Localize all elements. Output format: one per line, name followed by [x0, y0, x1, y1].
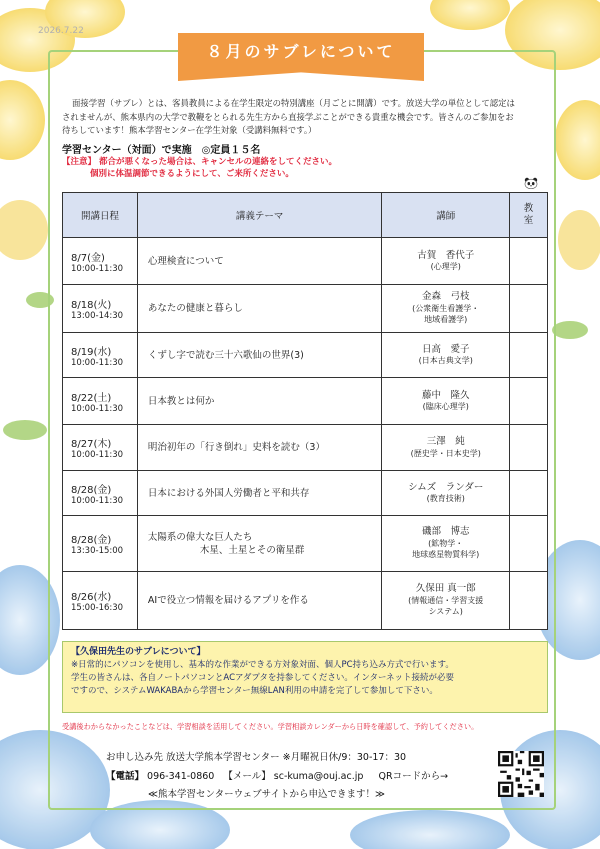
row-theme-sub: 木星、土星とその衛星群: [199, 544, 305, 556]
table-row: [63, 333, 548, 378]
row-day: 8/18(火): [71, 300, 112, 311]
caution-note: [62, 156, 337, 180]
row-time: 10:00-11:30: [71, 357, 124, 368]
intro-text: [62, 97, 552, 138]
qr-pointer: QRコードから→: [378, 771, 449, 782]
phone-label: 【電話】: [106, 771, 145, 782]
row-lecturer-name: 久保田 真一郎: [415, 583, 476, 595]
row-lecturer-field: (心理学): [430, 262, 461, 271]
row-lecturer-cell: [382, 516, 510, 572]
info-title: 【久保田先生のサブレについて】: [71, 647, 206, 657]
row-lecturer-name: 磯部 博志: [421, 526, 470, 538]
row-lecturer-name: シムズ ランダー: [408, 481, 484, 493]
row-room-cell: [510, 516, 548, 572]
row-theme: くずし字で読む三十六歌仙の世界(3): [147, 349, 304, 361]
row-date-cell: [63, 378, 138, 425]
table-header-row: [63, 193, 548, 238]
row-theme: 明治初年の「行き倒れ」史料を読む（3）: [147, 442, 325, 453]
row-date-cell: [63, 425, 138, 471]
row-theme: AIで役立つ情報を届けるアプリを作る: [147, 595, 309, 606]
consultation-note: 受講後わからなかったことなどは、学習相談を活用してください。学習相談カレンダーから日時を確認して、予約してください。: [62, 722, 479, 731]
row-lecturer-field: (教育技術): [426, 494, 465, 503]
row-lecturer-field: システム): [428, 607, 463, 617]
website-note: ≪熊本学習センターウェブサイトから申込できます！≫: [148, 789, 385, 800]
row-theme-cell: [137, 572, 381, 630]
header-room: [510, 193, 548, 238]
row-room-cell: [510, 471, 548, 516]
info-line: ですので、システムWAKABAから学習センター無線LAN利用の申請を完了して参加して下さい。: [71, 686, 438, 697]
row-day: 8/26(水): [71, 592, 112, 603]
date-stamp: 2026.7.22: [38, 26, 84, 36]
row-day: 8/19(水): [71, 346, 112, 358]
row-lecturer-cell: [382, 471, 510, 516]
row-theme: 日本教とは何か: [147, 395, 215, 407]
table-row: [63, 516, 548, 572]
row-theme-cell: [137, 425, 381, 471]
row-lecturer-field: (日本古典文学): [418, 356, 473, 365]
row-theme-cell: [137, 333, 381, 378]
row-time: 10:00-11:30: [71, 263, 124, 274]
row-day: 8/28(金): [71, 535, 112, 546]
qr-code-icon[interactable]: [498, 751, 544, 797]
row-lecturer-cell: [382, 378, 510, 425]
row-date-cell: [63, 238, 138, 285]
kubota-info-box: [62, 641, 548, 713]
row-lecturer-name: 古賀 香代子: [417, 249, 475, 261]
row-theme-cell: [137, 238, 381, 285]
row-day: 8/27(木): [71, 439, 112, 450]
caution-line: 【注意】 都合が悪くなった場合は、キャンセルの連絡をしてください。: [62, 157, 337, 167]
page-title: ８月のサブレについて: [206, 42, 396, 61]
header-date: 開講日程: [63, 193, 138, 238]
row-lecturer-name: 日高 愛子: [421, 343, 470, 355]
row-lecturer-field: 地域看護学): [424, 315, 468, 325]
info-line: ※日常的にパソコンを使用し、基本的な作業ができる方対象対面、個人PC持ち込み方式で行います。: [71, 660, 454, 670]
row-theme-cell: [137, 471, 381, 516]
row-time: 10:00-11:30: [71, 450, 124, 460]
contact-address: お申し込み先 放送大学熊本学習センター ※月曜祝日休/9：30-17：30: [106, 752, 407, 763]
schedule-table: [62, 192, 548, 630]
row-lecturer-field: (情報通信・学習支援: [408, 595, 484, 605]
header-lecturer: 講師: [382, 193, 510, 238]
row-theme-cell: [137, 516, 381, 572]
mail-label: 【メール】: [223, 771, 271, 782]
row-theme: あなたの健康と暮らし: [147, 303, 243, 314]
row-lecturer-cell: [382, 425, 510, 471]
row-lecturer-cell: [382, 285, 510, 333]
row-lecturer-cell: [382, 572, 510, 630]
row-room-cell: [510, 238, 548, 285]
row-lecturer-field: (臨床心理学): [422, 402, 469, 411]
row-lecturer-field: (公衆衛生看護学・: [412, 303, 480, 313]
row-time: 10:00-11:30: [71, 495, 124, 506]
row-theme: 心理検査について: [147, 255, 224, 267]
row-time: 13:30-15:00: [71, 546, 124, 556]
row-lecturer-field: (鉱物学・: [428, 538, 464, 548]
table-row: [63, 378, 548, 425]
row-date-cell: [63, 333, 138, 378]
row-lecturer-name: 三澤 純: [426, 436, 465, 447]
row-lecturer-name: 藤中 隆久: [421, 389, 470, 401]
row-room-cell: [510, 378, 548, 425]
row-time: 10:00-11:30: [71, 403, 124, 414]
row-date-cell: [63, 471, 138, 516]
table-row: [63, 572, 548, 630]
row-lecturer-field: (歴史学・日本史学): [410, 448, 481, 458]
phone-number[interactable]: 096-341-0860: [147, 771, 215, 782]
intro-line: 待ちしています！熊本学習センター在学生対象（受講料無料です。）: [62, 125, 317, 136]
row-theme-cell: [137, 285, 381, 333]
row-lecturer-name: 金森 弓枝: [421, 291, 470, 303]
intro-line: 面接学習（サブレ）とは、客員教員による在学生限定の特別講座（月ごとに開講）です。放送大学の単位として認定は: [72, 98, 515, 108]
mail-address[interactable]: sc-kuma@ouj.ac.jp: [273, 771, 364, 782]
header-theme: 講義テーマ: [137, 193, 381, 238]
contact-details: [106, 768, 448, 782]
row-room-cell: [510, 285, 548, 333]
row-lecturer-cell: [382, 238, 510, 285]
caution-line: 個別に体温調節できるようにして、ご来所ください。: [90, 169, 294, 179]
row-day: 8/7(金): [71, 252, 105, 264]
session-heading: 学習センター（対面）で実施 ◎定員１５名: [62, 145, 261, 156]
info-line: 学生の皆さんは、各自ノートパソコンとACアダプタを持参してください。インターネット接続が必要: [71, 673, 455, 684]
row-day: 8/28(金): [71, 484, 112, 496]
row-date-cell: [63, 285, 138, 333]
row-theme-cell: [137, 378, 381, 425]
row-day: 8/22(土): [71, 392, 112, 404]
row-theme: 太陽系の偉大な巨人たち: [147, 531, 253, 543]
table-row: [63, 471, 548, 516]
intro-line: されませんが、熊本県内の大学で教鞭をとられる先生方から直接学ぶことができる貴重な機会です。皆さんのご参加をお: [62, 111, 514, 122]
row-time: 15:00-16:30: [71, 603, 124, 613]
table-row: [63, 238, 548, 285]
table-row: [63, 285, 548, 333]
panda-icon: [523, 177, 539, 189]
row-room-cell: [510, 425, 548, 471]
row-date-cell: [63, 516, 138, 572]
row-room-cell: [510, 572, 548, 630]
header-room-label: 教室: [523, 203, 534, 226]
row-theme: 日本における外国人労働者と平和共存: [147, 487, 310, 499]
row-room-cell: [510, 333, 548, 378]
table-row: [63, 425, 548, 471]
row-time: 13:00-14:30: [71, 311, 124, 321]
row-date-cell: [63, 572, 138, 630]
row-lecturer-field: 地球惑星物質科学): [412, 550, 480, 560]
row-lecturer-cell: [382, 333, 510, 378]
